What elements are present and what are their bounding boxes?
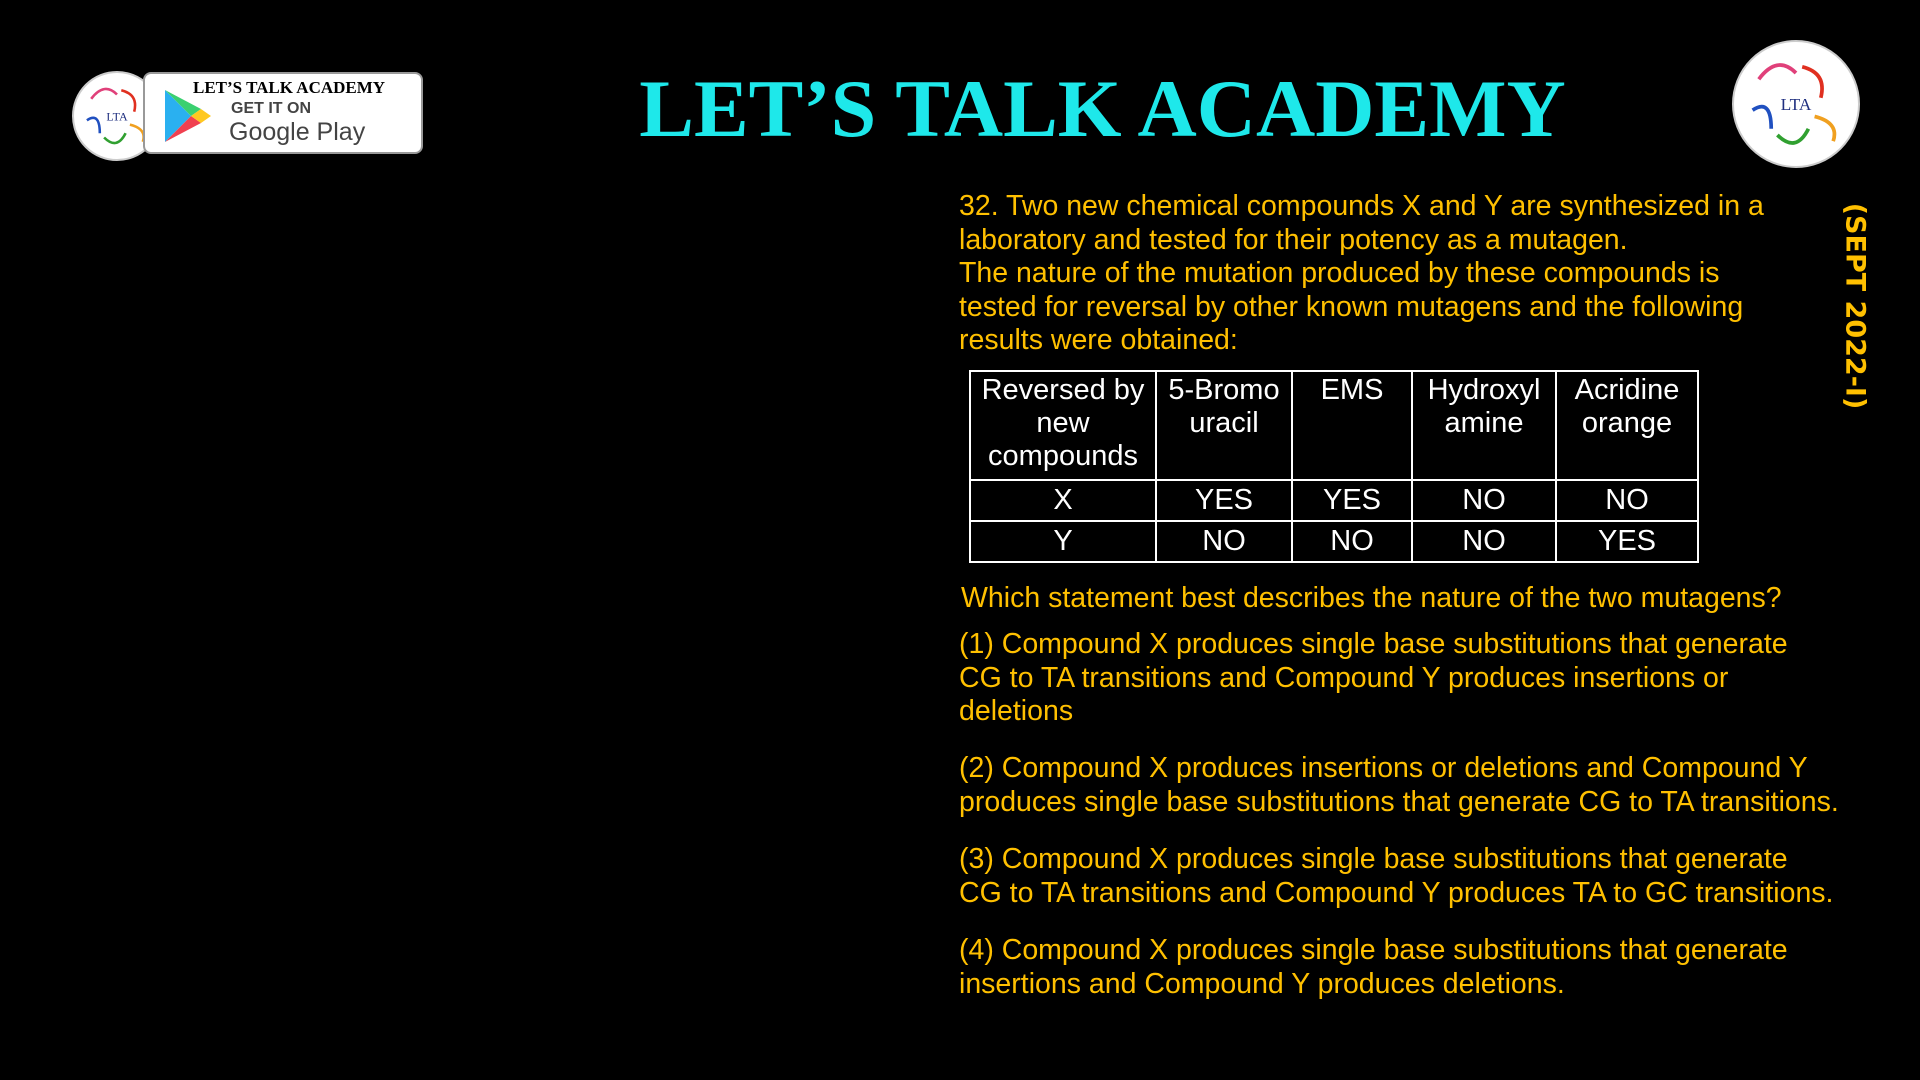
header-cell: Reversed by new compounds: [970, 371, 1156, 480]
header-cell: Hydroxyl amine: [1412, 371, 1556, 480]
table-cell: NO: [1156, 521, 1292, 562]
table-cell: NO: [1412, 521, 1556, 562]
table-cell: NO: [1412, 480, 1556, 521]
intro-line: laboratory and tested for their potency as a mutagen.: [959, 223, 1628, 256]
table-cell: NO: [1556, 480, 1698, 521]
intro-line: results were obtained:: [959, 324, 1238, 356]
academy-logo-right: [1732, 40, 1860, 168]
table-cell: YES: [1292, 480, 1412, 521]
option-line: deletions: [959, 695, 1074, 727]
table-header-row: [970, 371, 1698, 480]
header-cell: EMS: [1292, 371, 1412, 480]
option-1[interactable]: [959, 628, 1788, 729]
table-cell: YES: [1556, 521, 1698, 562]
option-line: (4) Compound X produces single base substitutions that generate: [959, 934, 1788, 966]
intro-line: The nature of the mutation produced by these compounds is: [959, 257, 1720, 289]
option-line: insertions and Compound Y produces deletions.: [959, 967, 1565, 1000]
page-title: LET’S TALK ACADEMY: [639, 63, 1566, 154]
table-cell: YES: [1156, 480, 1292, 521]
header-cell: Acridine orange: [1556, 371, 1698, 480]
question-intro: [959, 190, 1764, 358]
table-row: [970, 521, 1698, 562]
option-line: (2) Compound X produces insertions or deletions and Compound Y: [959, 752, 1808, 784]
option-2[interactable]: [959, 752, 1839, 819]
exam-session-label: (SEPT 2022-I): [1839, 202, 1871, 410]
question-prompt: Which statement best describes the nature of the two mutagens?: [961, 582, 1782, 614]
option-line: CG to TA transitions and Compound Y produces insertions or: [959, 661, 1729, 694]
svg-text:LTA: LTA: [1780, 95, 1812, 115]
logo-text: LTA: [106, 109, 128, 124]
table-cell: X: [970, 480, 1156, 521]
option-line: (1) Compound X produces single base substitutions that generate: [959, 628, 1788, 660]
intro-line: 32. Two new chemical compounds X and Y are synthesized in a: [959, 190, 1764, 222]
table-cell: NO: [1292, 521, 1412, 562]
badge-brand: LET’S TALK ACADEMY: [193, 78, 386, 97]
option-line: produces single base substitutions that generate CG to TA transitions.: [959, 785, 1839, 818]
intro-line: tested for reversal by other known mutagens and the following: [959, 290, 1744, 323]
option-4[interactable]: [959, 934, 1788, 1001]
table-cell: Y: [970, 521, 1156, 562]
header-cell: 5-Bromo uracil: [1156, 371, 1292, 480]
badge-store: Google Play: [229, 118, 366, 146]
table-row: [970, 480, 1698, 521]
option-line: CG to TA transitions and Compound Y produces TA to GC transitions.: [959, 876, 1834, 909]
badge-get-it-on: GET IT ON: [231, 100, 311, 117]
option-line: (3) Compound X produces single base substitutions that generate: [959, 843, 1788, 875]
option-3[interactable]: [959, 843, 1833, 910]
results-table: [969, 370, 1699, 563]
